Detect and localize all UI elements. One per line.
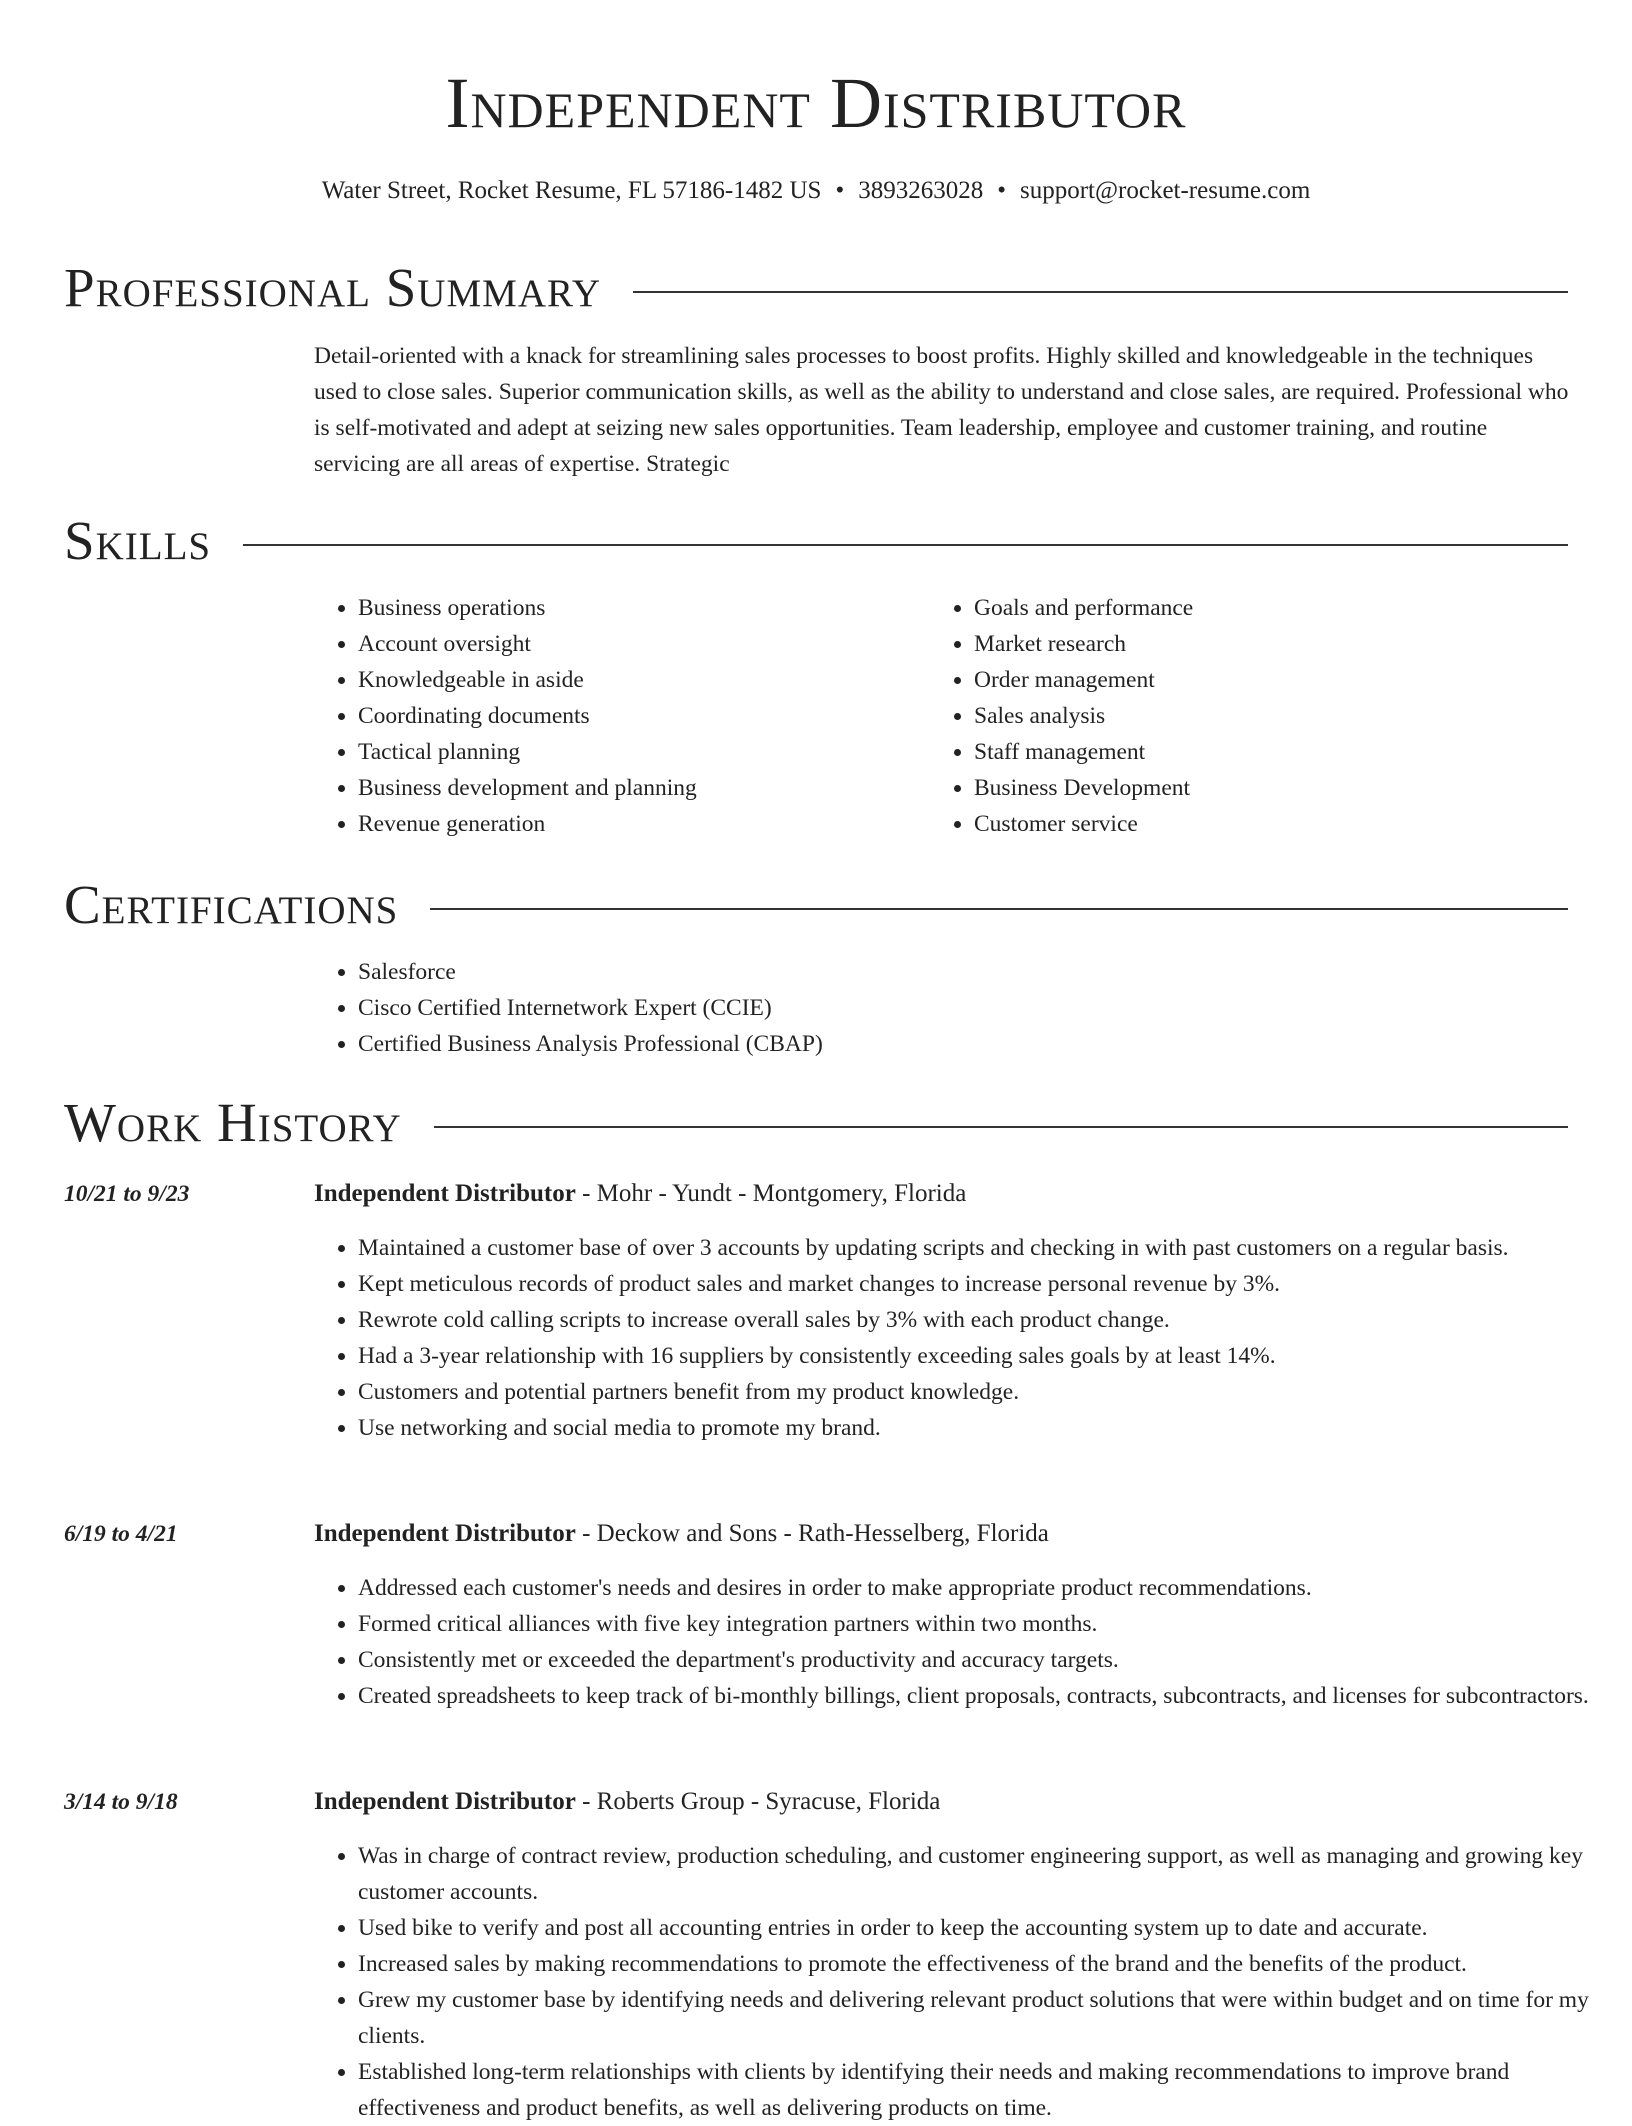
skill-item: • Goals and performance bbox=[974, 590, 1530, 626]
job-bullet: • Increased sales by making recommendations to promote the effectiveness of the brand and the benefits of the product. bbox=[358, 1946, 1604, 1982]
certifications-section-header bbox=[64, 872, 1568, 938]
job-title: Independent Distributor bbox=[314, 1788, 576, 1815]
contact-phone: 3893263028 bbox=[858, 177, 984, 204]
job-dates: 6/19 to 4/21 bbox=[64, 1521, 178, 1547]
job-heading bbox=[314, 1176, 1568, 1212]
contact-line bbox=[0, 173, 1632, 209]
job-bullet: • Customers and potential partners benefit from my product knowledge. bbox=[358, 1374, 1604, 1410]
contact-separator: • bbox=[997, 177, 1006, 204]
summary-section-header bbox=[64, 255, 1568, 321]
job-bullet: • Established long-term relationships with clients by identifying their needs and making recommendations to improve brand effectiveness and product benefits, as well as delivering products on time. bbox=[358, 2054, 1604, 2126]
work-history-section-title: Work History bbox=[64, 1092, 402, 1153]
skill-item: • Account oversight bbox=[358, 626, 914, 662]
certification-item: • Salesforce bbox=[358, 954, 1514, 990]
job-bullet: • Created spreadsheets to keep track of bi-monthly billings, client proposals, contracts, subcontracts, and licenses for subcontractors. bbox=[358, 1678, 1604, 1714]
job-bullet: • Use networking and social media to promote my brand. bbox=[358, 1410, 1604, 1446]
job-heading bbox=[314, 1784, 1568, 1820]
job-heading bbox=[314, 1516, 1568, 1552]
job-bullet: • Rewrote cold calling scripts to increase overall sales by 3% with each product change. bbox=[358, 1302, 1604, 1338]
job-bullet: • Grew my customer base by identifying needs and delivering relevant product solutions that were within budget and on time for my clients. bbox=[358, 1982, 1604, 2054]
section-divider bbox=[243, 544, 1568, 546]
contact-email: support@rocket-resume.com bbox=[1020, 177, 1311, 204]
skills-column-right bbox=[930, 590, 1530, 842]
work-history-section-header bbox=[64, 1090, 1568, 1156]
certification-item: • Cisco Certified Internetwork Expert (CCIE) bbox=[358, 990, 1514, 1026]
certification-item: • Certified Business Analysis Professional (CBAP) bbox=[358, 1026, 1514, 1062]
job-dates: 10/21 to 9/23 bbox=[64, 1181, 190, 1207]
job-company-location: - Deckow and Sons - Rath-Hesselberg, Florida bbox=[575, 1520, 1049, 1547]
skill-item: • Tactical planning bbox=[358, 734, 914, 770]
job-company-location: - Roberts Group - Syracuse, Florida bbox=[575, 1788, 941, 1815]
skills-column-left bbox=[314, 590, 914, 842]
resume-name: Independent Distributor bbox=[445, 63, 1187, 143]
skill-item: • Coordinating documents bbox=[358, 698, 914, 734]
job-bullets bbox=[314, 1230, 1604, 1446]
skill-item: • Staff management bbox=[974, 734, 1530, 770]
job-title: Independent Distributor bbox=[314, 1180, 576, 1207]
skill-item: • Knowledgeable in aside bbox=[358, 662, 914, 698]
skill-item: • Customer service bbox=[974, 806, 1530, 842]
job-bullet: • Formed critical alliances with five key integration partners within two months. bbox=[358, 1606, 1604, 1642]
job-dates: 3/14 to 9/18 bbox=[64, 1789, 178, 1815]
skills-section-title: Skills bbox=[64, 510, 212, 571]
job-bullet: • Consistently met or exceeded the department's productivity and accuracy targets. bbox=[358, 1642, 1604, 1678]
job-bullet: • Was in charge of contract review, production scheduling, and customer engineering support, as well as managing and growing key customer accounts. bbox=[358, 1838, 1604, 1910]
contact-address: Water Street, Rocket Resume, FL 57186-1482 US bbox=[321, 177, 822, 204]
job-bullets bbox=[314, 1570, 1604, 1714]
certifications-list bbox=[314, 954, 1514, 1062]
job-bullet: • Maintained a customer base of over 3 accounts by updating scripts and checking in with past customers on a regular basis. bbox=[358, 1230, 1604, 1266]
section-divider bbox=[633, 291, 1568, 293]
section-divider bbox=[434, 1126, 1568, 1128]
skill-item: • Sales analysis bbox=[974, 698, 1530, 734]
summary-text: Detail-oriented with a knack for streamlining sales processes to boost profits. Highly skilled and knowledgeable in the techniques used to close sales. Superior communication skills, as well as the ability to understand and close sales, are required. Professional who is self-motivated and adept at seizing new sales opportunities. Team leadership, employee and customer training, and routine servicing are all areas of expertise. Strategic bbox=[314, 343, 1569, 477]
certifications-section-title: Certifications bbox=[64, 874, 399, 935]
skill-item: • Business Development bbox=[974, 770, 1530, 806]
skills-section-header bbox=[64, 508, 1568, 574]
skill-item: • Order management bbox=[974, 662, 1530, 698]
job-bullet: • Kept meticulous records of product sales and market changes to increase personal revenue by 3%. bbox=[358, 1266, 1604, 1302]
job-bullet: • Used bike to verify and post all accounting entries in order to keep the accounting system up to date and accurate. bbox=[358, 1910, 1604, 1946]
job-company-location: - Mohr - Yundt - Montgomery, Florida bbox=[575, 1180, 967, 1207]
job-bullet: • Addressed each customer's needs and desires in order to make appropriate product recommendations. bbox=[358, 1570, 1604, 1606]
job-bullet: • Had a 3-year relationship with 16 suppliers by consistently exceeding sales goals by at least 14%. bbox=[358, 1338, 1604, 1374]
job-bullets bbox=[314, 1838, 1604, 2126]
contact-separator: • bbox=[835, 177, 845, 204]
section-divider bbox=[430, 908, 1568, 910]
skill-item: • Business operations bbox=[358, 590, 914, 626]
job-title: Independent Distributor bbox=[314, 1520, 576, 1547]
skill-item: • Revenue generation bbox=[358, 806, 914, 842]
summary-section-title: Professional Summary bbox=[64, 257, 602, 318]
skill-item: • Business development and planning bbox=[358, 770, 914, 806]
skill-item: • Market research bbox=[974, 626, 1530, 662]
